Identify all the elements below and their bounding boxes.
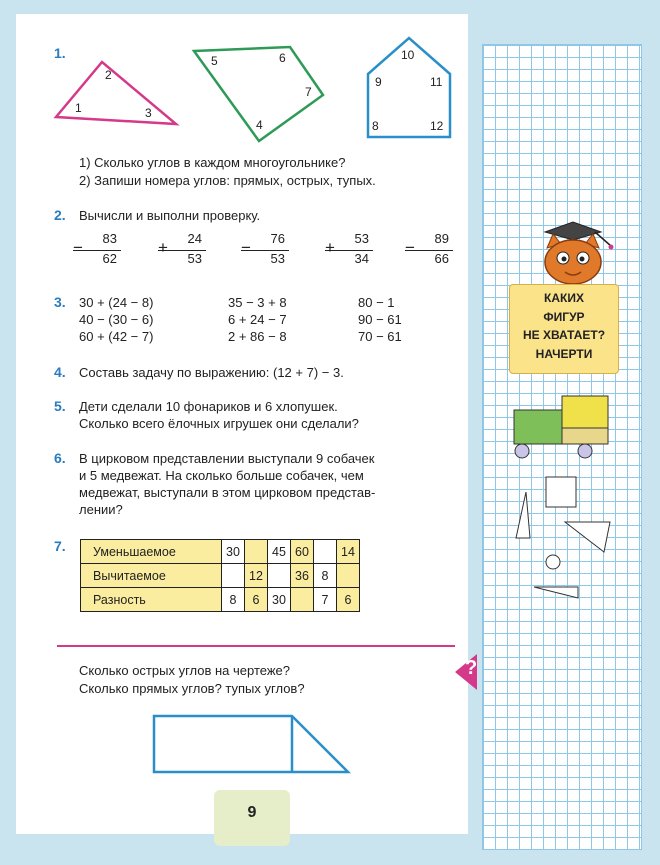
expression-column (79, 294, 153, 345)
expression: 6 + 24 − 7 (228, 312, 287, 327)
table-cell (337, 564, 360, 588)
table-cell: 6 (245, 588, 268, 612)
column-calculation: − 83 62 (73, 231, 121, 273)
exercise-6-line: В цирковом представлении выступали 9 собачек (79, 451, 375, 466)
exercise-4-text: Составь задачу по выражению: (12 + 7) − 3. (79, 365, 344, 380)
angle-label: 6 (279, 51, 286, 65)
expression: 2 + 86 − 8 (228, 329, 287, 344)
angle-label: 12 (430, 119, 444, 133)
exercise-7-number: 7. (54, 538, 66, 554)
sign-line: ФИГУР (543, 309, 585, 324)
hint-sign (509, 284, 619, 374)
table-cell: 14 (337, 540, 360, 564)
table-cell (268, 564, 291, 588)
angle-label: 10 (401, 48, 415, 62)
row-header: Вычитаемое (81, 564, 222, 588)
column-calculation: + 24 53 (158, 231, 206, 273)
angle-label: 5 (211, 54, 218, 68)
exercise-6-line: лении? (79, 502, 123, 517)
table-cell: 30 (268, 588, 291, 612)
graph-paper-margin (482, 44, 642, 850)
exercise-1-figures (0, 0, 660, 150)
table-cell: 30 (222, 540, 245, 564)
exercise-4-number: 4. (54, 364, 66, 380)
exercise-6-number: 6. (54, 450, 66, 466)
expression-column (228, 294, 287, 345)
angle-label: 11 (430, 75, 443, 89)
bottom-question-line: Сколько острых углов на чертеже? (79, 663, 291, 678)
expression-column (358, 294, 402, 345)
table-row (81, 540, 360, 564)
expression: 90 − 61 (358, 312, 402, 327)
expression: 80 − 1 (358, 295, 395, 310)
table-cell: 6 (337, 588, 360, 612)
table-cell: 8 (314, 564, 337, 588)
column-calculation: − 89 66 (405, 231, 453, 273)
expression: 35 − 3 + 8 (228, 295, 287, 310)
column-calculation: + 53 34 (325, 231, 373, 273)
exercise-3-number: 3. (54, 294, 66, 310)
angle-label: 4 (256, 118, 263, 132)
angle-label: 8 (372, 119, 379, 133)
angle-label: 1 (75, 101, 82, 115)
table-cell: 60 (291, 540, 314, 564)
table-cell (245, 540, 268, 564)
exercise-6-line: медвежат, выступали в этом цирковом представ- (79, 485, 376, 500)
table-cell: 45 (268, 540, 291, 564)
sign-line: КАКИХ (544, 291, 584, 305)
column-calculation: − 76 53 (241, 231, 289, 273)
angle-label: 7 (305, 85, 312, 99)
expression: 70 − 61 (358, 329, 402, 344)
row-header: Уменьшаемое (81, 540, 222, 564)
cat-mascot-icon (525, 218, 625, 288)
table-cell (314, 540, 337, 564)
exercise-1-question-2: 2) Запиши номера углов: прямых, острых, тупых. (79, 173, 376, 188)
table-cell (291, 588, 314, 612)
row-header: Разность (81, 588, 222, 612)
expression: 30 + (24 − 8) (79, 295, 154, 310)
table-row (81, 588, 360, 612)
sign-line: НЕ ХВАТАЕТ? (522, 328, 606, 342)
table-row (81, 564, 360, 588)
table-cell (222, 564, 245, 588)
exercise-2-text: Вычисли и выполни проверку. (79, 208, 261, 223)
angle-label: 2 (105, 68, 112, 82)
angle-label: 3 (145, 106, 152, 120)
section-divider (57, 645, 455, 647)
bottom-question-line: Сколько прямых углов? тупых углов? (79, 681, 305, 696)
expression: 40 − (30 − 6) (79, 312, 154, 327)
page-number: 9 (247, 804, 257, 821)
table-cell: 12 (245, 564, 268, 588)
exercise-1-question-1: 1) Сколько углов в каждом многоугольнике? (79, 155, 346, 170)
exercise-6-line: и 5 медвежат. На сколько больше собачек, чем (79, 468, 364, 483)
expression: 60 + (42 − 7) (79, 329, 154, 344)
exercise-2-number: 2. (54, 207, 66, 223)
subtraction-table (80, 539, 360, 612)
exercise-1-number: 1. (54, 45, 66, 61)
table-cell: 7 (314, 588, 337, 612)
triangle-figure (56, 62, 176, 124)
table-cell: 8 (222, 588, 245, 612)
sign-line: НАЧЕРТИ (535, 346, 593, 361)
exercise-5-line: Дети сделали 10 фонариков и 6 хлопушек. (79, 399, 338, 414)
table-cell: 36 (291, 564, 314, 588)
exercise-5-number: 5. (54, 398, 66, 414)
question-mark-icon: ? (465, 657, 478, 679)
page-number-box (214, 790, 290, 846)
exercise-5-line: Сколько всего ёлочных игрушек они сделали? (79, 416, 359, 431)
angle-label: 9 (375, 75, 382, 89)
